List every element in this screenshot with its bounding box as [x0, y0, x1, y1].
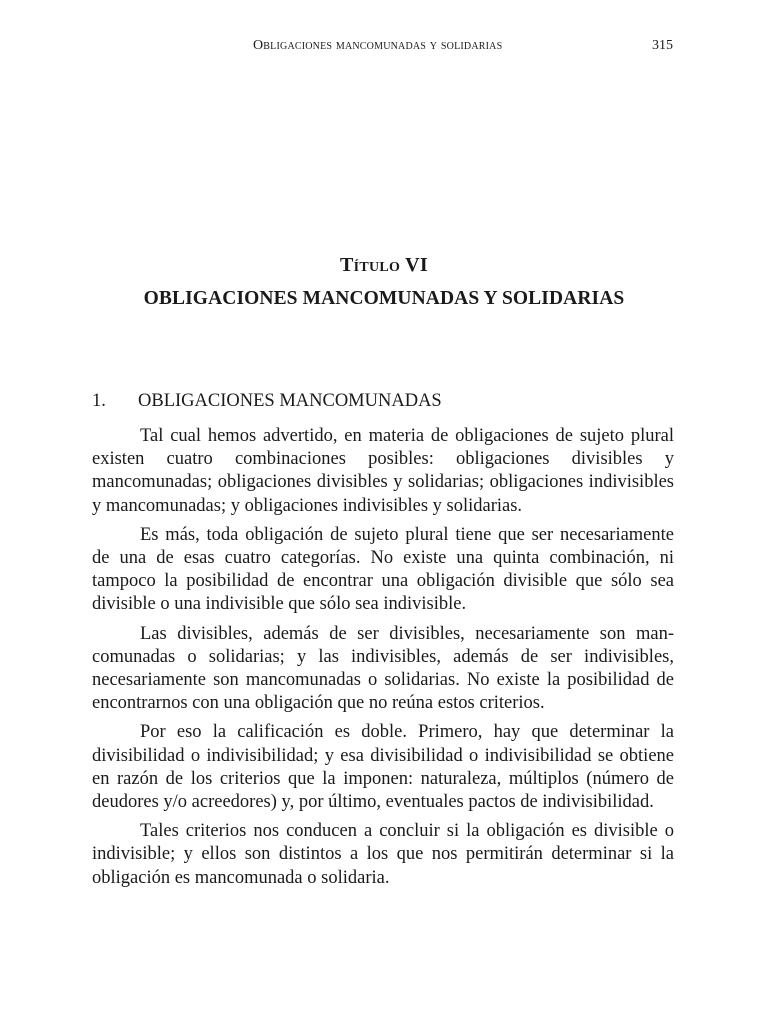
title-label: Título VI [339, 254, 429, 276]
section-heading [92, 391, 682, 412]
paragraph: Las divisibles, además de ser divisibles, necesariamente son mancomunadas o solidarias; y las indivisibles, además de ser indivisibles, necesariamente son mancomunadas o solidarias. No existe la posibilidad de encontrarnos con una obligación que no reúna estos criterios. [92, 623, 674, 714]
running-title: Obligaciones mancomunadas y solidarias [253, 38, 503, 53]
paragraph: Tal cual hemos advertido, en materia de obligaciones de sujeto plural existen cuatro combinaciones posibles: obligaciones divisibles y mancomunadas; obligaciones divisibles y solidarias; obligaciones indivisibles y mancomunadas; y obligaciones indivisibles y solidarias. [92, 426, 674, 516]
section-heading-text: OBLIGACIONES MANCOMUNADAS [138, 391, 442, 411]
paragraph: Es más, toda obligación de sujeto plural tiene que ser necesariamente de una de esas cuatro categorías. No existe una quinta combinación, ni tampoco la posibilidad de encontrar una obligación divisible que sólo sea divisible o una indivisible que sólo sea indivisible. [92, 524, 674, 615]
paragraph: Tales criterios nos conducen a concluir si la obligación es divisible o indivisible; y ellos son distintos a los que nos permitirán determinar si la obligación es mancomunada o solidaria. [92, 821, 674, 888]
page-number: 315 [652, 38, 673, 53]
body-text [92, 425, 674, 896]
running-header [0, 38, 768, 60]
title-heading: OBLIGACIONES MANCOMUNADAS Y SOLIDARIAS [143, 288, 625, 309]
section-number: 1. [92, 391, 106, 411]
paragraph: Por eso la calificación es doble. Primero, hay que determinar la divisibilidad o indivisibilidad; y esa divisibilidad o indivisibilidad se obtiene en razón de los criterios que la imponen: naturaleza, múltiplos (número de deudores y/o acreedores) y, por último, eventuales pactos de indivisibilidad. [92, 722, 674, 813]
